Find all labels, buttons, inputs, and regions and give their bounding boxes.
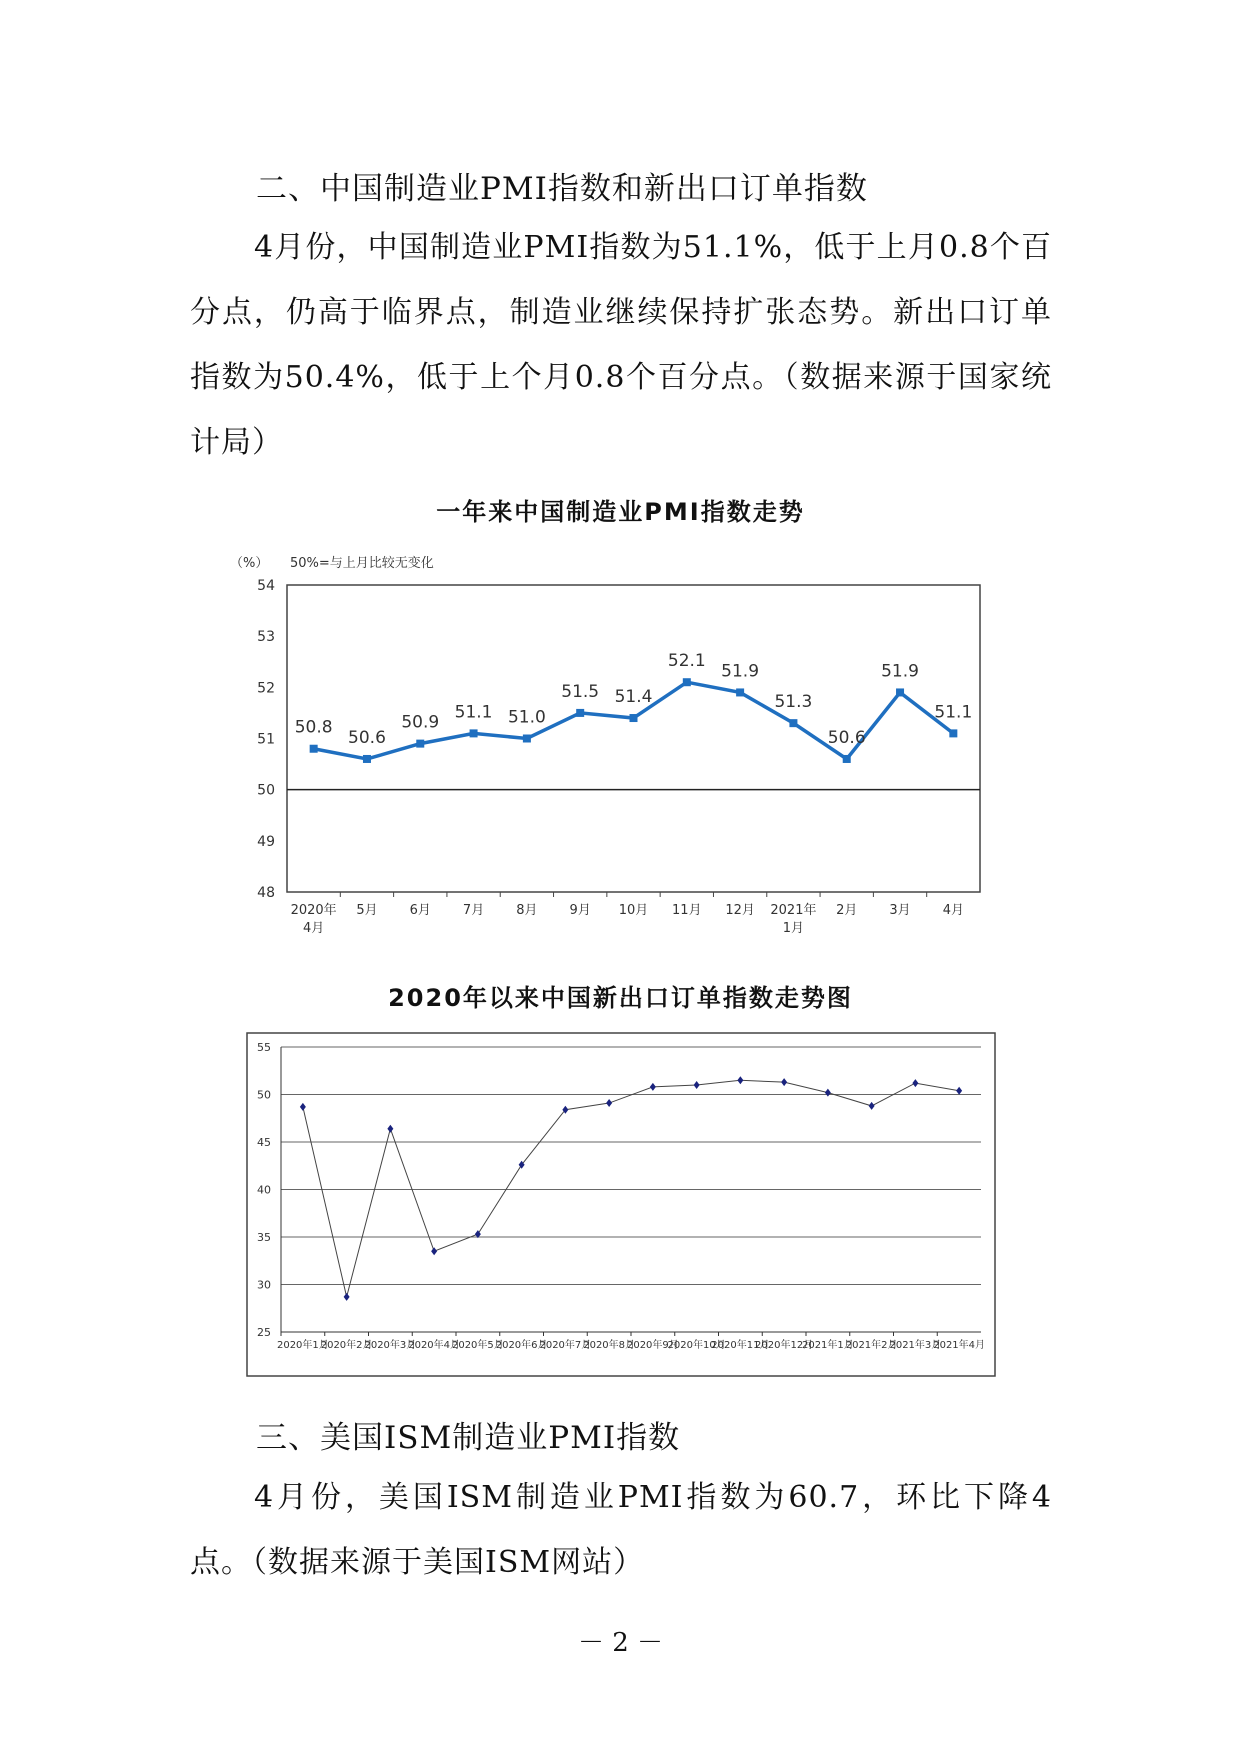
- data-point: [470, 729, 478, 737]
- x-tick-label: 6月: [409, 903, 431, 918]
- data-point: [363, 755, 371, 763]
- x-tick-label: 2020年 4月: [290, 903, 337, 936]
- data-point: [843, 755, 851, 763]
- x-tick-label: 2021年1月: [801, 1340, 854, 1351]
- x-tick-label: 7月: [462, 903, 485, 918]
- data-point: [310, 745, 318, 753]
- x-tick-label: 2021年 1月: [770, 903, 817, 936]
- data-point: [576, 709, 584, 717]
- data-label: 50.6: [348, 727, 386, 748]
- china-pmi-paragraph: 4月份，中国制造业PMI指数为51.1%，低于上月0.8个百分点，仍高于临界点，制造业继续保持扩张态势。新出口订单指数为50.4%，低于上个月0.8个百分点。（数据来源于国家统计局）: [190, 230, 1052, 460]
- y-tick-label: 53: [257, 629, 275, 646]
- x-tick-label: 2021年3月: [889, 1340, 942, 1351]
- x-tick-label: 2020年10月: [667, 1340, 726, 1351]
- chart-frame: [247, 1033, 995, 1376]
- data-point: [416, 740, 424, 748]
- x-tick-label: 2020年12月: [755, 1340, 814, 1351]
- data-point: [683, 678, 691, 686]
- data-label: 50.8: [294, 717, 333, 738]
- y-tick-label: 40: [257, 1183, 271, 1197]
- x-tick-label: 2020年6月: [495, 1340, 548, 1351]
- x-tick-label: 4月: [942, 903, 964, 918]
- x-tick-label: 2020年8月: [583, 1340, 636, 1351]
- x-tick-label: 12月: [725, 903, 755, 918]
- pmi-line-chart: [230, 545, 1000, 945]
- data-point: [789, 719, 797, 727]
- data-label: 50.6: [827, 727, 866, 748]
- y-tick-label: 52: [257, 680, 275, 697]
- data-label: 51.4: [614, 687, 653, 708]
- plot-area: [287, 585, 980, 892]
- data-label: 51.9: [721, 661, 760, 682]
- y-tick-label: 54: [257, 578, 275, 594]
- section-heading-china-pmi: 二、中国制造业PMI指数和新出口订单指数: [256, 171, 868, 207]
- data-label: 51.1: [454, 702, 493, 723]
- y-tick-label: 45: [257, 1136, 271, 1149]
- data-point: [523, 735, 531, 743]
- data-point: [630, 714, 638, 722]
- y-tick-label: 49: [257, 833, 275, 850]
- us-ism-paragraph: 4月份，美国ISM制造业PMI指数为60.7，环比下降4点。（数据来源于美国ISM网站）: [190, 1480, 1052, 1580]
- y-tick-label: 55: [257, 1041, 271, 1054]
- y-tick-label: 25: [257, 1326, 271, 1339]
- x-tick-label: 2020年3月: [364, 1340, 417, 1351]
- data-point: [949, 729, 957, 737]
- x-tick-label: 8月: [516, 903, 538, 918]
- x-tick-label: 2020年5月: [451, 1340, 504, 1351]
- y-tick-label: 50: [257, 1088, 271, 1102]
- x-tick-label: 2月: [836, 903, 858, 918]
- data-label: 51.1: [934, 702, 973, 723]
- data-label: 52.1: [667, 651, 706, 672]
- section-heading-us-ism: 三、美国ISM制造业PMI指数: [256, 1420, 681, 1456]
- data-label: 51.3: [774, 692, 813, 713]
- pmi-chart-title: 一年来中国制造业PMI指数走势: [436, 498, 805, 526]
- x-tick-label: 9月: [569, 903, 591, 918]
- x-tick-label: 10月: [618, 903, 649, 918]
- data-label: 51.0: [507, 707, 546, 728]
- chart-note: 50%=与上月比较无变化: [290, 556, 434, 571]
- data-point: [896, 688, 904, 696]
- y-tick-label: 35: [257, 1231, 271, 1244]
- export-orders-line-chart: [246, 1032, 996, 1377]
- y-tick-label: 48: [257, 885, 275, 901]
- x-tick-label: 5月: [356, 903, 378, 918]
- y-tick-label: 50: [257, 782, 275, 799]
- x-tick-label: 2020年4月: [408, 1340, 461, 1351]
- data-label: 50.9: [401, 712, 440, 733]
- y-tick-label: 30: [257, 1278, 271, 1292]
- x-tick-label: 2021年2月: [845, 1340, 898, 1351]
- chart-unit-label: （%）: [230, 556, 269, 571]
- data-label: 51.5: [561, 681, 600, 702]
- export-orders-chart-title: 2020年以来中国新出口订单指数走势图: [388, 984, 853, 1012]
- data-label: 51.9: [881, 661, 919, 682]
- x-tick-label: 11月: [672, 903, 702, 918]
- x-tick-label: 2021年4月: [933, 1340, 986, 1351]
- page-number: － 2 －: [577, 1628, 664, 1658]
- x-tick-label: 2020年2月: [320, 1340, 373, 1351]
- x-tick-label: 2020年1月: [276, 1340, 329, 1351]
- x-tick-label: 2020年7月: [539, 1340, 592, 1351]
- data-point: [736, 688, 744, 696]
- y-tick-label: 51: [257, 731, 275, 748]
- x-tick-label: 2020年11月: [711, 1340, 770, 1351]
- x-tick-label: 2020年9月: [626, 1340, 679, 1351]
- x-tick-label: 3月: [889, 903, 911, 918]
